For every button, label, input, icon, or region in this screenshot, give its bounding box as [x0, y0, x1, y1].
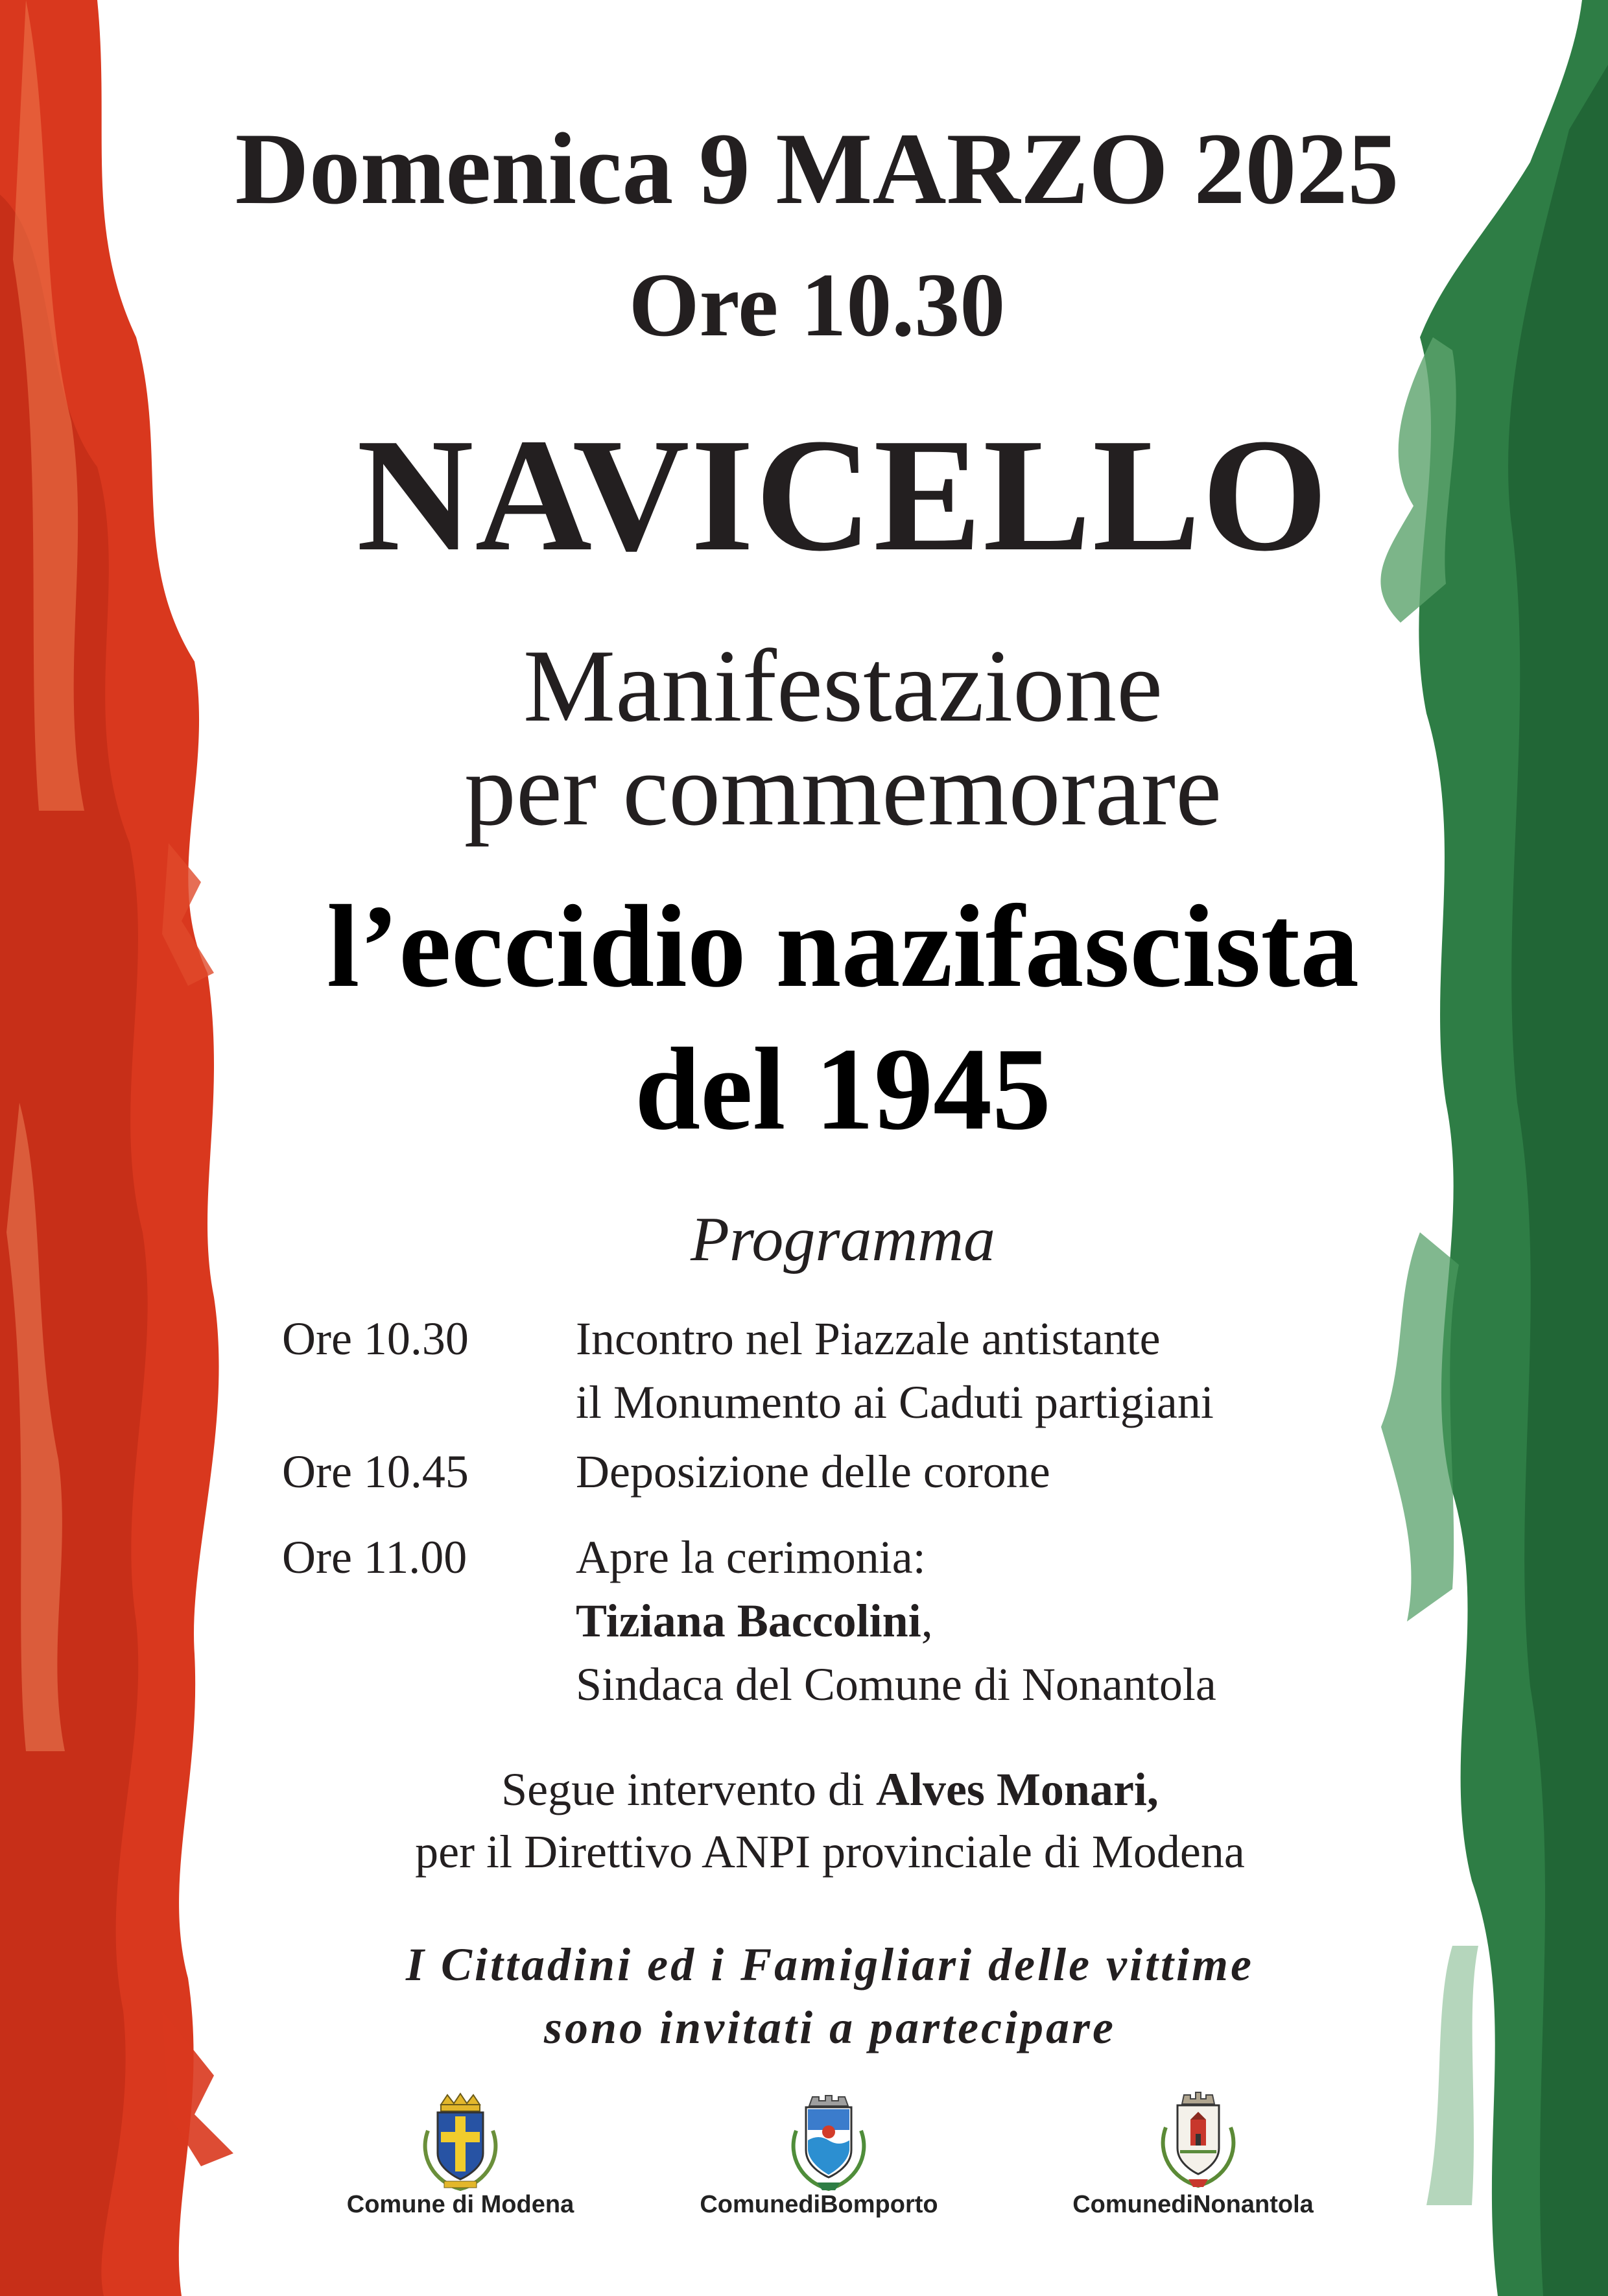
- event-time: Ore 10.30: [628, 255, 1006, 355]
- bomporto-crest-icon: [783, 2092, 874, 2195]
- nonantola-crest-icon: [1153, 2088, 1244, 2192]
- program-time: Ore 10.30: [282, 1313, 469, 1365]
- program-line: Deposizione delle corone: [576, 1446, 1050, 1498]
- subtitle-line-1: Manifestazione: [523, 628, 1163, 743]
- modena-crest-icon: [415, 2092, 506, 2195]
- sponsor-label-modena: Comune di Modena: [346, 2191, 574, 2218]
- program-time: Ore 11.00: [282, 1531, 467, 1583]
- event-place: NAVICELLO: [357, 405, 1329, 585]
- program-line: Incontro nel Piazzale antistante: [576, 1313, 1161, 1365]
- program-description: [576, 1440, 1050, 1503]
- speaker-name-comma: ,: [921, 1595, 933, 1647]
- subtitle-line-2: per commemorare: [464, 732, 1222, 847]
- invitation-line-1: I Cittadini ed i Famigliari delle vittime: [406, 1939, 1254, 1991]
- sponsor-label-nonantola: ComunediNonantola: [1072, 2191, 1314, 2218]
- follow-speaker: Alves Monari,: [875, 1764, 1159, 1815]
- program-line: il Monumento ai Caduti partigiani: [576, 1376, 1214, 1428]
- program-line: Apre la cerimonia:: [576, 1531, 926, 1583]
- event-title-line-1: l’eccidio nazifascista: [326, 881, 1360, 1012]
- program-description: [576, 1525, 1216, 1716]
- speaker-name: Tiziana Baccolini: [576, 1595, 921, 1647]
- follow-line-1: [0, 1763, 1608, 1817]
- follow-line-2: per il Direttivo ANPI provinciale di Modena: [415, 1826, 1245, 1878]
- follow-prefix: Segue intervento di: [501, 1764, 876, 1815]
- invitation-line-2: sono invitati a partecipare: [544, 2002, 1116, 2053]
- event-title-line-2: del 1945: [634, 1024, 1052, 1154]
- program-description: [576, 1307, 1214, 1434]
- sponsor-label-bomporto: ComunediBomporto: [700, 2191, 938, 2218]
- program-title: Programma: [690, 1204, 996, 1274]
- event-date: Domenica 9 MARZO 2025: [235, 112, 1399, 226]
- program-line: Sindaca del Comune di Nonantola: [576, 1658, 1216, 1710]
- program-time: Ore 10.45: [282, 1446, 469, 1498]
